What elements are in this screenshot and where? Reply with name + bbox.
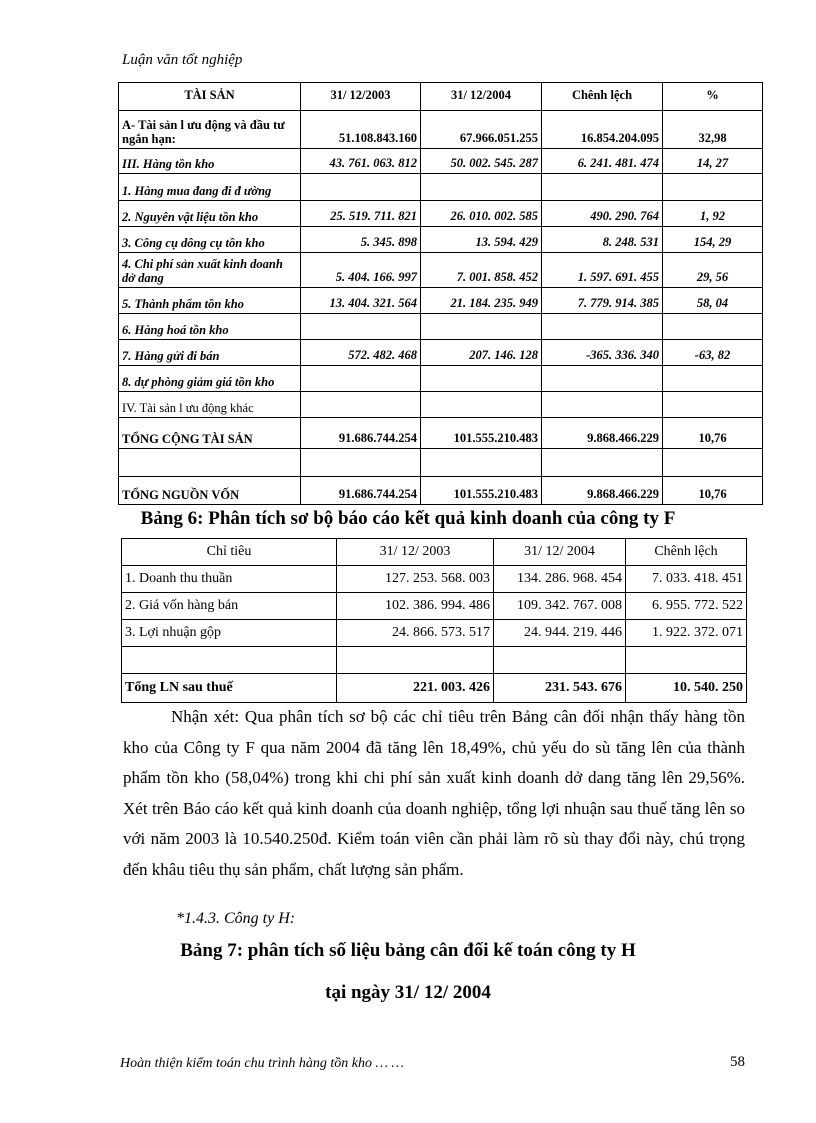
table-row: [119, 288, 763, 314]
cell-diff: 8. 248. 531: [542, 227, 663, 253]
cell-2004: [421, 174, 542, 201]
page-header: Luận văn tốt nghiệp: [122, 52, 243, 68]
cell-2003: 221. 003. 426: [337, 674, 494, 703]
column-header: %: [663, 83, 763, 111]
cell-diff: [542, 449, 663, 477]
cell-2003: 572. 482. 468: [301, 340, 421, 366]
cell-2003: 24. 866. 573. 517: [337, 620, 494, 647]
table-row: [122, 620, 747, 647]
row-label: IV. Tài sản l ưu động khác: [119, 392, 301, 418]
table-row: [119, 366, 763, 392]
cell-pct: 10,76: [663, 418, 763, 449]
table-row: [122, 647, 747, 674]
cell-diff: [542, 314, 663, 340]
column-header: Chênh lệch: [626, 539, 747, 566]
cell-2004: 13. 594. 429: [421, 227, 542, 253]
cell-diff: 9.868.466.229: [542, 418, 663, 449]
cell-diff: 16.854.204.095: [542, 111, 663, 149]
table-row: [119, 392, 763, 418]
income-statement-table: [121, 538, 747, 703]
cell-pct: 10,76: [663, 477, 763, 505]
cell-pct: 29, 56: [663, 253, 763, 288]
balance-sheet-table: [118, 82, 763, 505]
cell-2003: [301, 449, 421, 477]
page-footer: Hoàn thiện kiểm toán chu trình hàng tồn kho … …: [120, 1056, 404, 1071]
cell-2004: 231. 543. 676: [494, 674, 626, 703]
cell-2004: 134. 286. 968. 454: [494, 566, 626, 593]
row-label: 5. Thành phẩm tồn kho: [119, 288, 301, 314]
cell-2004: 207. 146. 128: [421, 340, 542, 366]
cell-2004: 26. 010. 002. 585: [421, 201, 542, 227]
table-row: [119, 174, 763, 201]
row-label: 3. Công cụ dông cụ tồn kho: [119, 227, 301, 253]
row-label: 3. Lợi nhuận gộp: [122, 620, 337, 647]
cell-pct: [663, 449, 763, 477]
section-subheading: *1.4.3. Công ty H:: [176, 910, 296, 927]
cell-2003: 51.108.843.160: [301, 111, 421, 149]
cell-diff: 7. 033. 418. 451: [626, 566, 747, 593]
table-row: [119, 111, 763, 149]
cell-2003: 5. 404. 166. 997: [301, 253, 421, 288]
row-label: [119, 449, 301, 477]
cell-diff: [626, 647, 747, 674]
cell-pct: [663, 314, 763, 340]
column-header: 31/ 12/2003: [301, 83, 421, 111]
cell-2003: 25. 519. 711. 821: [301, 201, 421, 227]
cell-diff: 10. 540. 250: [626, 674, 747, 703]
cell-2004: [421, 449, 542, 477]
table-row: [119, 314, 763, 340]
table-7-date: tại ngày 31/ 12/ 2004: [325, 982, 491, 1003]
column-header: Chỉ tiêu: [122, 539, 337, 566]
table-row: [119, 418, 763, 449]
cell-diff: 6. 241. 481. 474: [542, 149, 663, 174]
cell-diff: 7. 779. 914. 385: [542, 288, 663, 314]
cell-pct: 154, 29: [663, 227, 763, 253]
cell-pct: 58, 04: [663, 288, 763, 314]
cell-2004: [421, 366, 542, 392]
cell-2004: 101.555.210.483: [421, 477, 542, 505]
row-label: 1. Doanh thu thuần: [122, 566, 337, 593]
cell-2003: 13. 404. 321. 564: [301, 288, 421, 314]
cell-2003: [301, 392, 421, 418]
row-label: A- Tài sản l ưu động và đầu tư ngắn hạn:: [119, 111, 301, 149]
table-row: [119, 253, 763, 288]
cell-2003: [301, 314, 421, 340]
column-header: Chênh lệch: [542, 83, 663, 111]
cell-2004: 109. 342. 767. 008: [494, 593, 626, 620]
cell-2004: 50. 002. 545. 287: [421, 149, 542, 174]
row-label: III. Hàng tồn kho: [119, 149, 301, 174]
table-7-title: Bảng 7: phân tích số liệu bảng cân đối kế toán công ty H: [180, 940, 636, 961]
paragraph-text: Nhận xét: Qua phân tích sơ bộ các chỉ tiêu trên Bảng cân đối nhận thấy hàng tồn kho của Công ty F qua năm 2004 đã tăng lên 18,49%, chủ yếu do sù tăng lên của thành phẩm tồn kho (58,04%) trong khi chi phí sản xuất kinh doanh dở dang tăng lên 29,56%. Xét trên Báo cáo kết quả kinh doanh của doanh nghiệp, tổng lợi nhuận sau thuế tăng lên so với năm 2003 là 10.540.250đ. Kiểm toán viên cần phải làm rõ sù thay đổi này, chú trọng đến khâu tiêu thụ sản phẩm, chất lượng sản phẩm.: [123, 707, 745, 879]
row-label: 2. Nguyên vật liệu tồn kho: [119, 201, 301, 227]
commentary-paragraph: [123, 702, 745, 885]
table-row: [119, 449, 763, 477]
table-row: [119, 201, 763, 227]
row-label: [122, 647, 337, 674]
cell-2004: [421, 392, 542, 418]
cell-diff: 1. 597. 691. 455: [542, 253, 663, 288]
cell-2003: 127. 253. 568. 003: [337, 566, 494, 593]
cell-2003: [301, 174, 421, 201]
column-header: 31/ 12/ 2003: [337, 539, 494, 566]
cell-pct: -63, 82: [663, 340, 763, 366]
column-header: 31/ 12/ 2004: [494, 539, 626, 566]
table-row: [119, 340, 763, 366]
row-label: 7. Hàng gửi đi bán: [119, 340, 301, 366]
cell-2003: 5. 345. 898: [301, 227, 421, 253]
cell-2004: 24. 944. 219. 446: [494, 620, 626, 647]
cell-pct: 14, 27: [663, 149, 763, 174]
row-label: 6. Hàng hoá tồn kho: [119, 314, 301, 340]
row-label: 4. Chi phí sản xuất kinh doanh dở dang: [119, 253, 301, 288]
cell-2004: [421, 314, 542, 340]
cell-pct: 32,98: [663, 111, 763, 149]
cell-pct: [663, 174, 763, 201]
cell-diff: 1. 922. 372. 071: [626, 620, 747, 647]
row-label: TỔNG CỘNG TÀI SẢN: [119, 418, 301, 449]
cell-diff: [542, 366, 663, 392]
cell-2003: 102. 386. 994. 486: [337, 593, 494, 620]
cell-2003: [337, 647, 494, 674]
cell-2004: 101.555.210.483: [421, 418, 542, 449]
row-label: 2. Giá vốn hàng bán: [122, 593, 337, 620]
cell-2004: 21. 184. 235. 949: [421, 288, 542, 314]
cell-pct: [663, 366, 763, 392]
cell-diff: 6. 955. 772. 522: [626, 593, 747, 620]
cell-2003: 91.686.744.254: [301, 477, 421, 505]
table-6-title: Bảng 6: Phân tích sơ bộ báo cáo kết quả kinh doanh của công ty F: [140, 508, 676, 529]
column-header: TÀI SẢN: [119, 83, 301, 111]
cell-diff: -365. 336. 340: [542, 340, 663, 366]
column-header: 31/ 12/2004: [421, 83, 542, 111]
row-label: 1. Hàng mua đang đi đ ường: [119, 174, 301, 201]
cell-diff: [542, 392, 663, 418]
total-row: [122, 674, 747, 703]
cell-2004: 7. 001. 858. 452: [421, 253, 542, 288]
cell-pct: [663, 392, 763, 418]
table-row: [119, 149, 763, 174]
cell-diff: [542, 174, 663, 201]
cell-diff: 9.868.466.229: [542, 477, 663, 505]
table-row: [122, 593, 747, 620]
cell-2003: 91.686.744.254: [301, 418, 421, 449]
table-row: [119, 477, 763, 505]
row-label: Tổng LN sau thuế: [122, 674, 337, 703]
row-label: 8. dự phòng giảm giá tồn kho: [119, 366, 301, 392]
cell-2003: 43. 761. 063. 812: [301, 149, 421, 174]
row-label: TỔNG NGUỒN VỐN: [119, 477, 301, 505]
cell-pct: 1, 92: [663, 201, 763, 227]
page-number: 58: [730, 1054, 745, 1070]
cell-2004: 67.966.051.255: [421, 111, 542, 149]
table-row: [122, 566, 747, 593]
cell-diff: 490. 290. 764: [542, 201, 663, 227]
cell-2003: [301, 366, 421, 392]
table-row: [119, 227, 763, 253]
cell-2004: [494, 647, 626, 674]
